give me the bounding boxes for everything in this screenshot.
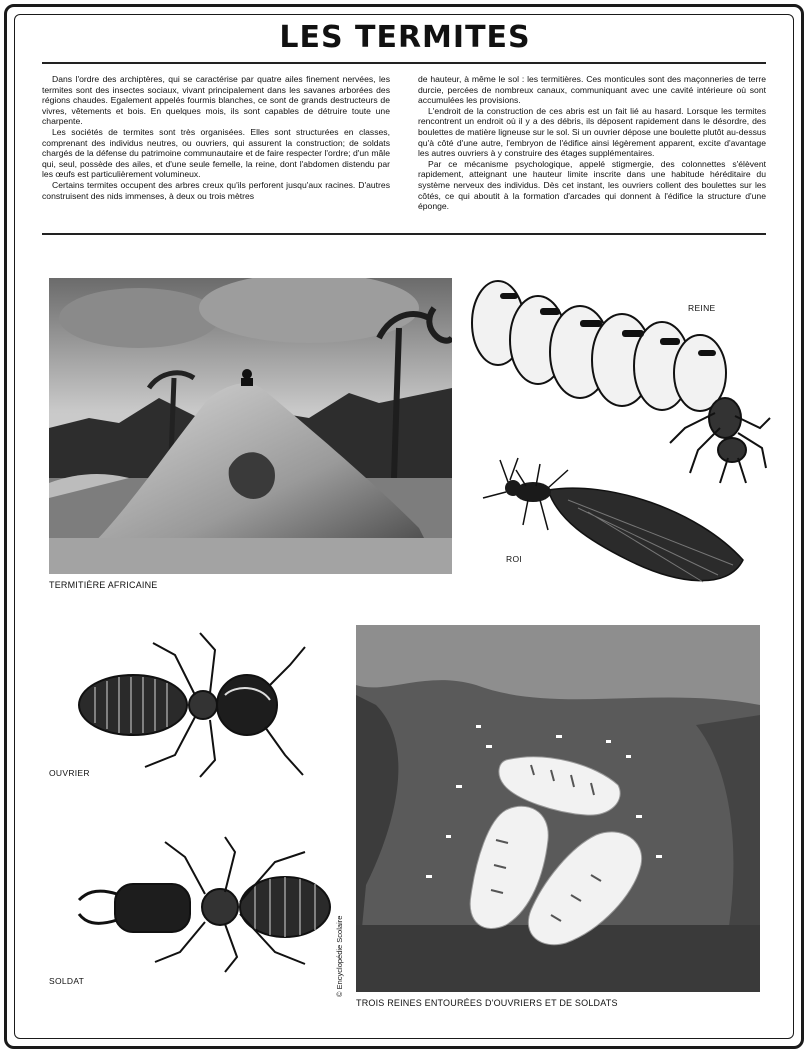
photo-credit-text: © Encyclopédie Scolaire xyxy=(335,915,344,997)
soldier-illustration xyxy=(75,832,335,977)
article-paragraph: Dans l'ordre des archiptères, qui se caractérise par quatre ailes finement nervées, les termites sont des insectes sociaux, vivant principalement dans les savanes arborées des régions chaudes. Egalement appelés fourmis blanches, ce sont de grands destructeurs de vivres, vêtements et bois. En quelques mois, ils sont capables de détruire toute une charpente. xyxy=(42,74,390,127)
article-bottom-rule xyxy=(42,233,766,235)
queen-label: REINE xyxy=(688,303,716,313)
king-label: ROI xyxy=(506,554,523,564)
king-illustration xyxy=(478,450,748,600)
article-paragraph: Certains termites occupent des arbres creux qu'ils perforent jusqu'aux racines. D'autres construisent des nids immenses, à deux ou trois mètres xyxy=(42,179,390,201)
photo-credit xyxy=(335,897,347,997)
title-rule xyxy=(42,62,766,64)
article-paragraph: Les sociétés de termites sont très organisées. Elles sont structurées en classes, comprenant des individus neutres, ou ouvriers, qui assurent la construction; de soldats chargés de la défense du patrimoine communautaire et de faire respecter l'ordre; d'un mâle qui, seul, possède des ailes, et d'une seule femelle, la reine, dont l'abdomen distendu par les œufs est particulièrement volumineux. xyxy=(42,126,390,180)
worker-illustration xyxy=(75,625,310,785)
article-paragraph: de hauteur, à même le sol : les termitières. Ces monticules sont des maçonneries de terre durcie, percées de nombreux canaux, communiquant avec une cavité intérieure où sont accumulées les provisions. xyxy=(418,74,766,106)
article-column-2 xyxy=(418,74,766,212)
article-paragraph: Par ce mécanisme psychologique, appelé stigmergie, des colonnettes s'élèvent rapidement, atteignant une hauteur limite inscrite dans une habitude héréditaire du système nerveux des individus. Dès cet instant, les ouvriers collent des boulettes sur les côtés, ce qui aboutit à la formation d'arcades qui donnent à l'édifice la structure d'une éponge. xyxy=(418,158,766,212)
termite-mound-caption: TERMITIÈRE AFRICAINE xyxy=(49,580,158,590)
soldier-label: SOLDAT xyxy=(49,976,85,986)
article-column-1 xyxy=(42,74,390,201)
three-queens-caption: TROIS REINES ENTOURÉES D'OUVRIERS ET DE SOLDATS xyxy=(356,998,618,1008)
worker-label: OUVRIER xyxy=(49,768,90,778)
three-queens-photo xyxy=(356,625,760,992)
page-title: LES TERMITES xyxy=(279,20,531,55)
article-paragraph: L'endroit de la construction de ces abris est un fait lié au hasard. Lorsque les termites rencontrent un endroit où il y a des débris, ils déposent rapidement dans le désordre, des boulettes de matière ligneuse sur le sol. Si un ouvrier dépose une boulette plutôt au-dessus qu'à côté d'une autre, l'embryon de l'édifice ainsi légèrement apparent, excite d'avantage les autres ouvriers à y construire des étages supplémentaires. xyxy=(418,105,766,159)
termite-mound-photo xyxy=(49,278,452,574)
